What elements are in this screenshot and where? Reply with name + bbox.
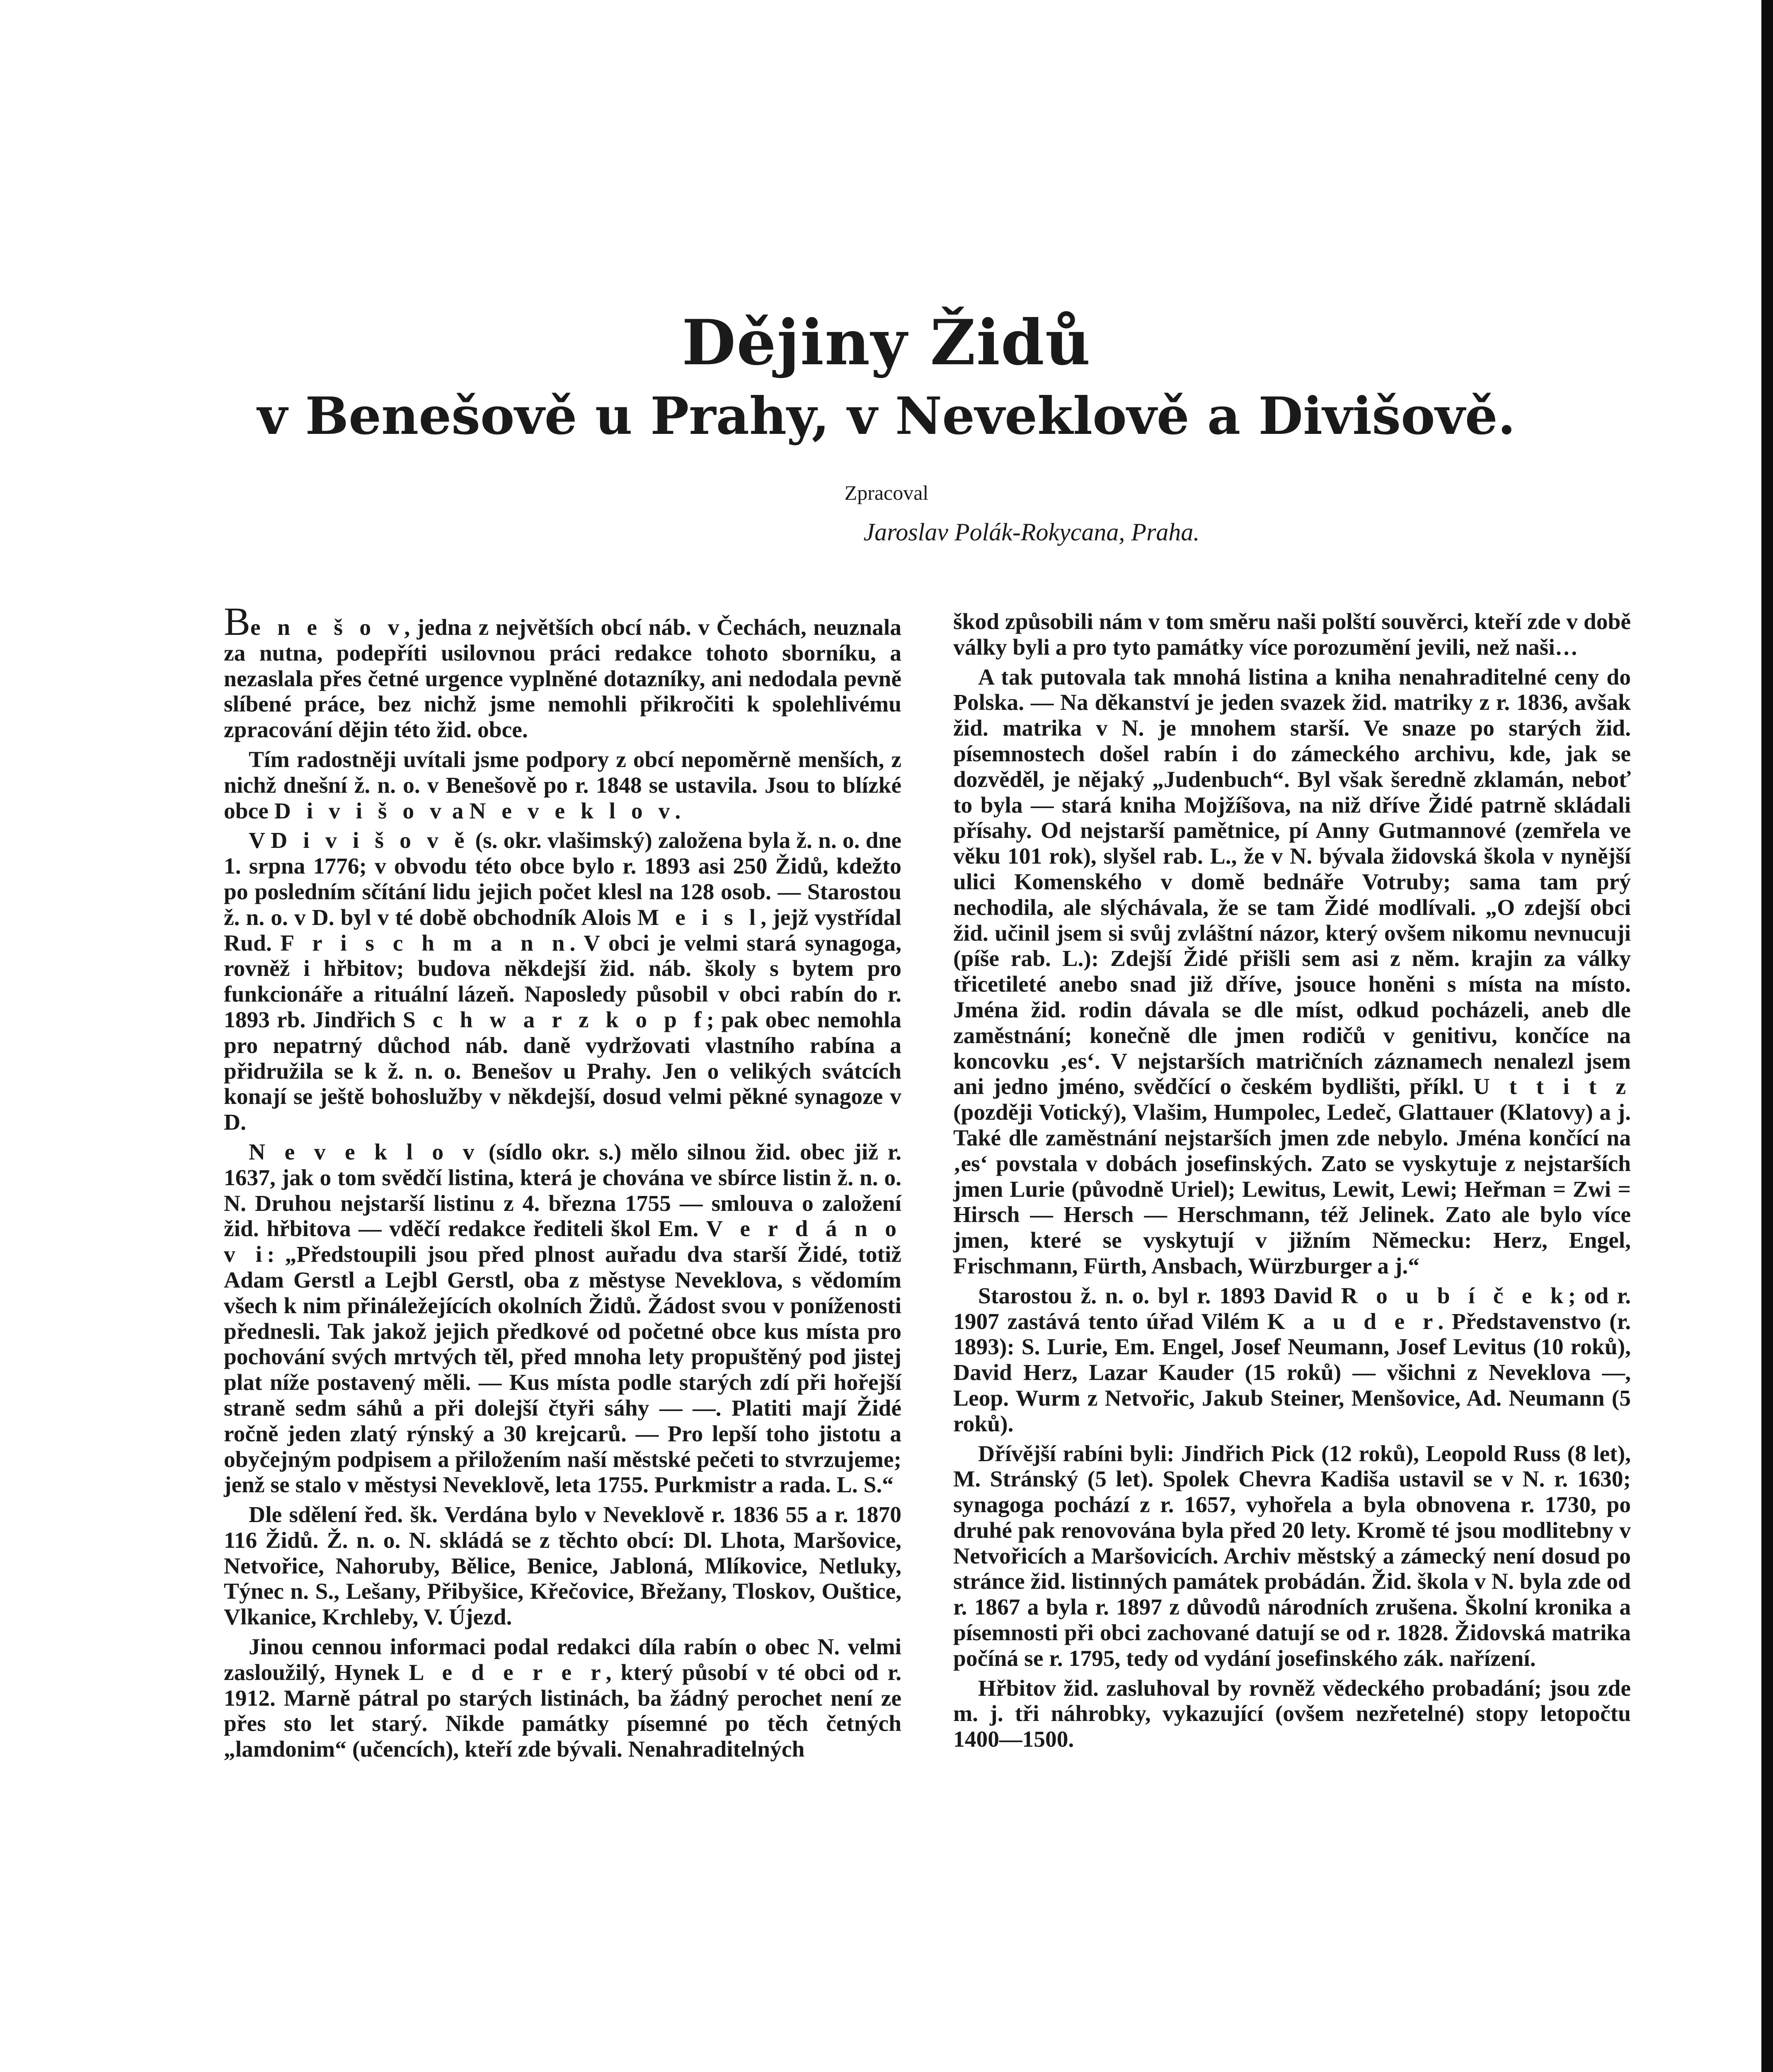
paragraph: N e v e k l o v (sídlo okr. s.) mělo silnou žid. obec již r. 1637, jak o tom svědčí listina, která je chována ve sbírce listin ž. n. o. N. Druhou nejstarší listinu z 4. března 1755 — smlouva o založení žid. hřbitova — vděčí redakce řediteli škol Em. V e r d á n o v i: „Předstoupili jsou před plnost auřadu dva starší Židé, totiž Adam Gerstl a Lejbl Gerstl, oba z městyse Neveklova, s vědomím všech k nim přináležejících okolních Židů. Žádost svou v poníženosti přednesli. Tak jakož jejich předkové od početné obce kus místa pro pochování svých mrtvých těl, před mnoha lety propuštěný pod jistej plat níže postavený měli. — Kus místa podle starých zdí při hořejší straně sedm sáhů a při dolejší čtyři sáhy — —. Platiti mají Židé ročně jeden zlatý rýnský a 30 krejcarů. — Pro lepší toho jistotu a obyčejným podpisem a přiložením naší městské pečeti to stvrzujeme; jenž se stalo v městysi Neveklově, leta 1755. Purkmistr a rada. L. S.“	[224, 1139, 902, 1498]
paragraph: Hřbitov žid. zasluhoval by rovněž vědeckého probadání; jsou zde m. j. tři náhrobky, vykazující (ovšem nezřetelné) stopy letopočtu 1400—1500.	[953, 1675, 1631, 1752]
paragraph: Dle sdělení řed. šk. Verdána bylo v Neveklově r. 1836 55 a r. 1870 116 Židů. Ž. n. o. N. skládá se z těchto obcí: Dl. Lhota, Maršovice, Netvořice, Nahoruby, Bělice, Benice, Jabloná, Mlíkovice, Netluky, Týnec n. S., Lešany, Přibyšice, Křečovice, Břežany, Tloskov, Ouštice, Vlkanice, Krchleby, V. Újezd.	[224, 1502, 901, 1630]
paragraph: A tak putovala tak mnohá listina a kniha nenahraditelné ceny do Polska. — Na děkanství je jeden svazek žid. matriky z r. 1836, avšak žid. matrika v N. je mnohem starší. Ve snaze po starých žid. písemnostech došel rabín i do zámeckého archivu, kde, jak se dozvěděl, je nějaký „Judenbuch“. Byl však šeredně zklamán, neboť to byla — stará kniha Mojžíšova, na niž dříve Židé patrně skládali přísahy. Od nejstarší pamětnice, pí Anny Gutmannové (zemřela ve věku 101 rok), slyšel rab. L., že v N. bývala židovská škola v nynější ulici Komenského v domě bednáře Votruby; sama tam prý nechodila, ale slýchávala, že se tam Židé modlívali. „O zdejší obci žid. učinil jsem si svůj zvláštní názor, který ovšem nikomu nevnucuji (píše rab. L.): Zdejší Židé přišli sem asi z něm. krajin za války třicetileté anebo snad již dříve, jsouce honěni s místa na místo. Jména žid. rodin dávala se dle míst, odkud pocházeli, aneb dle zaměstnání; konečně dle jmen rodičů v genitivu, končíce na koncovku ‚es‘. V nejstarších matričních záznamech nenalezl jsem ani jedno jméno, svědčící o českém bydlišti, příkl. U t t i t z (později Votický), Vlašim, Humpolec, Ledeč, Glattauer (Klatovy) a j. Také dle zaměstnání nejstarších jmen zde nebylo. Jména končící na ‚es‘ povstala v dobách josefinských. Zato se vyskytuje z nejstarších jmen Lurie (původně Uriel); Lewitus, Lewit, Lewi; Heřman = Zwi = Hirsch — Hersch — Herschmann, též Jelinek. Zato ale bylo více jmen, které se vyskytují v jižním Německu: Herz, Engel, Frischmann, Fürth, Ansbach, Würzburger a j.“	[953, 664, 1631, 1279]
paragraph: Tím radostněji uvítali jsme podpory z obcí nepoměrně menších, z nichž dnešní ž. n. o. v Benešově po r. 1848 se ustavila. Jsou to blízké obce D i v i š o v a N e v e k l o v.	[224, 747, 901, 824]
page-subtitle: v Benešově u Prahy, v Neveklově a Divišově.	[257, 386, 1516, 446]
paragraph: Be n e š o v, jedna z největších obcí náb. v Čechách, neuznala za nutna, podepříti usilovnou práci redakce tohoto sborníku, a nezaslala přes četné urgence vyplněné dotazníky, ani nedodala pevně slíbené práce, bez nichž jsme nemohli přikročiti k spolehlivému zpracování dějin této žid. obce.	[224, 599, 902, 743]
byline-label: Zpracoval	[844, 481, 929, 504]
paragraph: Starostou ž. n. o. byl r. 1893 David R o u b í č e k; od r. 1907 zastává tento úřad Vilém K a u d e r. Představenstvo (r. 1893): S. Lurie, Em. Engel, Josef Neumann, Josef Levitus (10 roků), David Herz, Lazar Kauder (15 roků) — všichni z Neveklova —, Leop. Wurm z Netvořic, Jakub Steiner, Menšovice, Ad. Neumann (5 roků).	[953, 1283, 1631, 1437]
byline-author: Jaroslav Polák-Rokycana, Praha.	[863, 518, 1200, 546]
paragraph: škod způsobili nám v tom směru naši polští souvěrci, kteří zde v době války byli a pro tyto památky více porozumění jevili, než naši…	[953, 609, 1631, 660]
drop-cap: B	[224, 599, 251, 644]
page-title: Dějiny Židů	[682, 306, 1091, 379]
paragraph: Jinou cennou informaci podal redakci díla rabín o obec N. velmi zasloužilý, Hynek L e d e r e r, který působí v té obci od r. 1912. Marně pátral po starých listinách, ba žádný perochet není ze přes sto let starý. Nikde památky písemné po těch četných „lamdonim“ (učencích), kteří zde bývali. Nenahraditelných	[224, 1634, 901, 1762]
text-column-right	[953, 609, 1631, 1752]
text-column-left	[224, 599, 902, 1762]
paragraph: V D i v i š o v ě (s. okr. vlašimský) založena byla ž. n. o. dne 1. srpna 1776; v obvodu této obce bylo r. 1893 asi 250 Židů, kdežto po posledním sčítání lidu jejich počet klesl na 128 osob. — Starostou ž. n. o. v D. byl v té době obchodník Alois M e i s l, jejž vystřídal Rud. F r i s c h m a n n. V obci je velmi stará synagoga, rovněž i hřbitov; budova někdejší žid. náb. školy s bytem pro funkcionáře a rituální lázeň. Naposledy působil v obci rabín do r. 1893 rb. Jindřich S c h w a r z k o p f; pak obec nemohla pro nepatrný důchod náb. daně vydržovati vlastního rabína a přidružila se k ž. n. o. Benešov u Prahy. Jen o velikých svátcích konají se ještě bohoslužby v někdejší, dosud velmi pěkné synagoze v D.	[224, 828, 902, 1135]
paragraph: Dřívější rabíni byli: Jindřich Pick (12 roků), Leopold Russ (8 let), M. Stránský (5 let). Spolek Chevra Kadiša ustavil se v N. r. 1630; synagoga pochází z r. 1657, vyhořela a byla obnovena r. 1730, po druhé pak renovována byla před 20 lety. Kromě té jsou modlitebny v Netvořicích a Maršovicích. Archiv městský a zámecký není dosud po stránce žid. listinných památek probádán. Žid. škola v N. byla zde od r. 1867 a byla r. 1897 z důvodů národních zrušena. Školní kronika a písemnosti při obci zachované datují se od r. 1828. Židovská matrika počíná se r. 1795, tedy od vydání josefinského zák. nařízení.	[953, 1441, 1631, 1671]
